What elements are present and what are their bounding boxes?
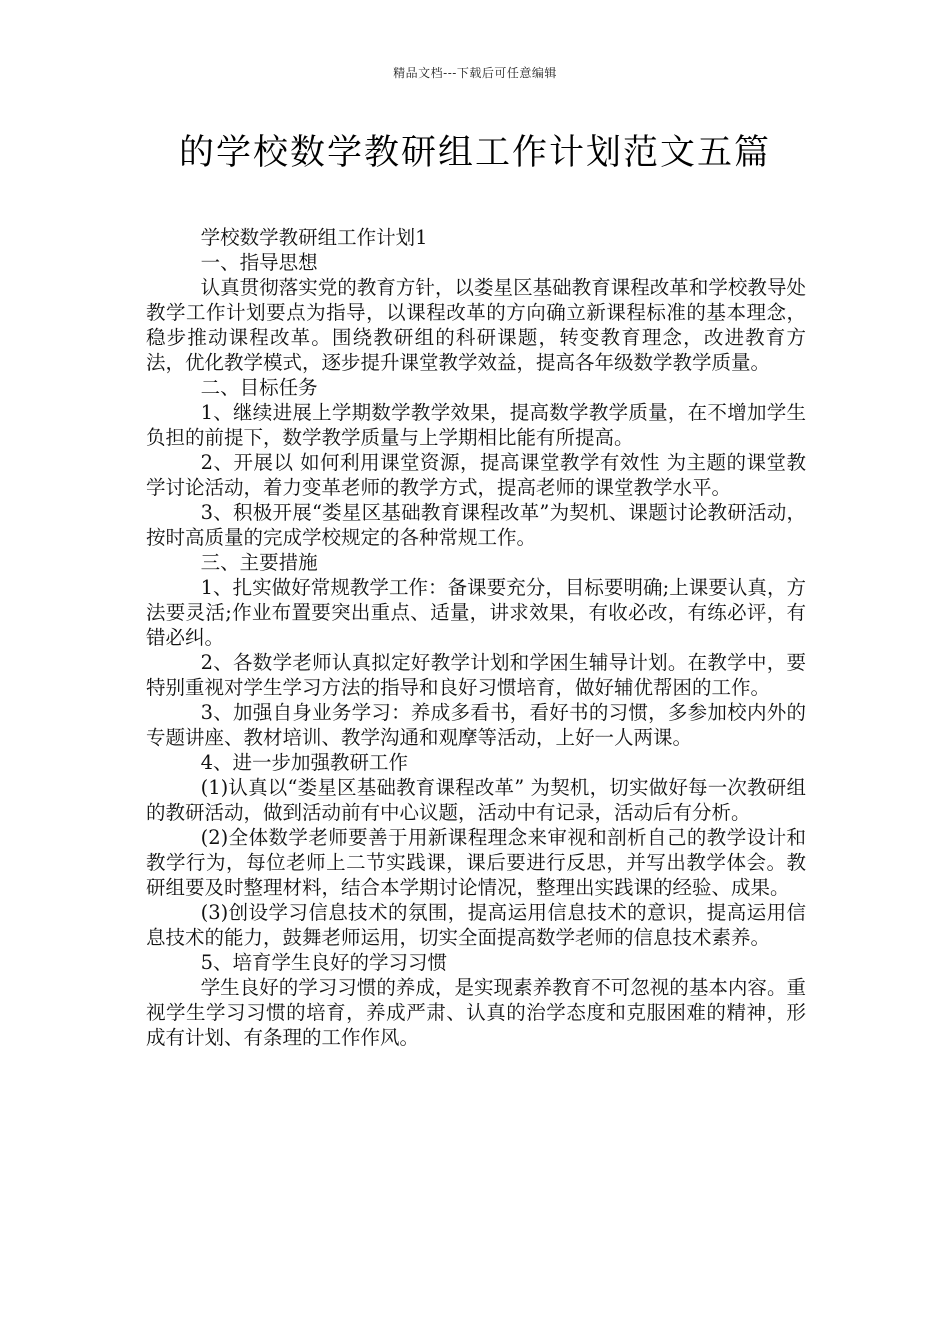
paragraph: 1、继续进展上学期数学教学效果，提高数学教学质量，在不增加学生负担的前提下，数学教学质量与上学期相比能有所提高。 [146, 401, 806, 449]
document-body [146, 225, 806, 1050]
paragraph: 认真贯彻落实党的教育方针，以娄星区基础教育课程改革和学校教导处教学工作计划要点为指导，以课程改革的方向确立新课程标准的基本理念，稳步推动课程改革。围绕教研组的科研课题，转变教育理念，改进教育方法，优化教学模式，逐步提升课堂教学效益，提高各年级数学教学质量。 [146, 276, 806, 374]
paragraph: 3、积极开展“娄星区基础教育课程改革”为契机、课题讨论教研活动，按时高质量的完成学校规定的各种常规工作。 [146, 501, 806, 549]
section-heading: 三、主要措施 [200, 551, 318, 574]
paragraph: 学生良好的学习习惯的养成，是实现素养教育不可忽视的基本内容。重视学生学习习惯的培育，养成严肃、认真的治学态度和克服困难的精神，形成有计划、有条理的工作作风。 [146, 976, 806, 1049]
section-heading: 一、指导思想 [200, 251, 318, 274]
paragraph: (3)创设学习信息技术的氛围，提高运用信息技术的意识，提高运用信息技术的能力，鼓舞老师运用，切实全面提高数学老师的信息技术素养。 [146, 901, 806, 949]
paragraph: 2、各数学老师认真拟定好教学计划和学困生辅导计划。在教学中，要特别重视对学生学习方法的指导和良好习惯培育，做好辅优帮困的工作。 [146, 651, 806, 699]
header-note: 精品文档---下载后可任意编辑 [393, 66, 557, 80]
section-heading: 学校数学教研组工作计划1 [200, 226, 428, 249]
section-heading: 二、目标任务 [200, 376, 318, 399]
paragraph: (2)全体数学老师要善于用新课程理念来审视和剖析自己的教学设计和教学行为，每位老师上二节实践课，课后要进行反思，并写出教学体会。教研组要及时整理材料，结合本学期讨论情况，整理出实践课的经验、成果。 [146, 826, 806, 899]
paragraph: 2、开展以 如何利用课堂资源，提高课堂教学有效性 为主题的课堂教学讨论活动，着力变革老师的教学方式，提高老师的课堂教学水平。 [146, 451, 806, 499]
section-heading: 5、培育学生良好的学习习惯 [200, 951, 448, 974]
section-heading: 4、进一步加强教研工作 [200, 751, 409, 774]
paragraph: (1)认真以“娄星区基础教育课程改革” 为契机，切实做好每一次教研组的教研活动，做到活动前有中心议题，活动中有记录，活动后有分析。 [146, 776, 806, 824]
paragraph: 1、扎实做好常规教学工作：备课要充分，目标要明确;上课要认真，方法要灵活;作业布置要突出重点、适量，讲求效果，有收必改，有练必评，有错必纠。 [146, 576, 806, 649]
paragraph: 3、加强自身业务学习：养成多看书，看好书的习惯，多参加校内外的专题讲座、教材培训、教学沟通和观摩等活动，上好一人两课。 [146, 701, 806, 749]
document-title: 的学校数学教研组工作计划范文五篇 [178, 133, 771, 173]
